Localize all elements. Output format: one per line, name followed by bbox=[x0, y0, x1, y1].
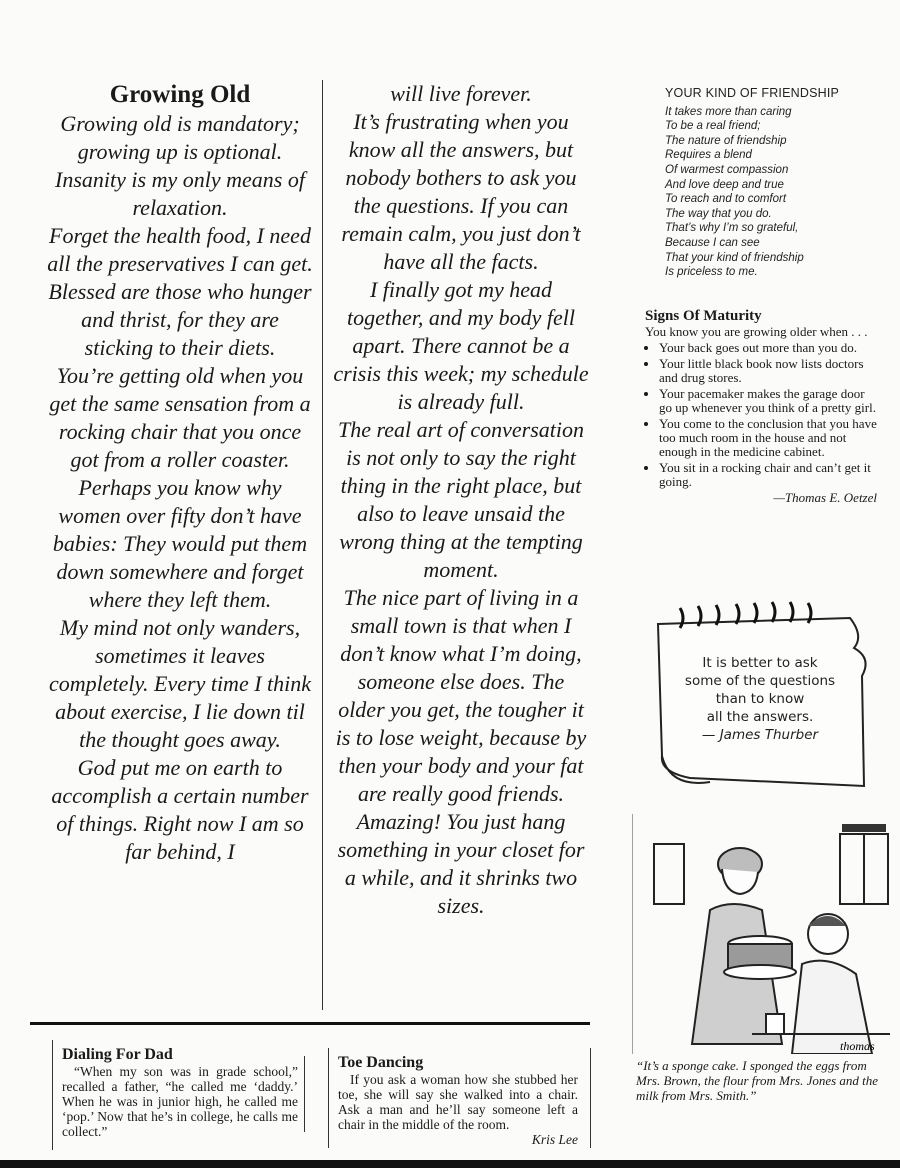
article-paragraph: You’re getting old when you get the same sensation from a rocking chair that you once got from a roller coaster. bbox=[49, 363, 311, 472]
article-paragraph: Growing old is mandatory; growing up is optional. Insanity is my only means of relaxation. bbox=[55, 111, 305, 220]
friendship-poem bbox=[665, 86, 890, 280]
article-paragraph: My mind not only wanders, sometimes it leaves completely. Every time I think about exercise, I lie down til the thought goes away. bbox=[48, 615, 312, 752]
maturity-title: Signs Of Maturity bbox=[645, 308, 762, 324]
maturity-list bbox=[645, 341, 877, 489]
toe-author: Kris Lee bbox=[531, 1132, 578, 1147]
toe-dancing bbox=[338, 1054, 578, 1147]
article-paragraph: Perhaps you know why women over fifty don’t have babies: They would put them down somewhere and forget where they left them. bbox=[52, 475, 308, 612]
article-paragraph: will live forever. bbox=[390, 81, 532, 106]
dialing-title: Dialing For Dad bbox=[62, 1046, 173, 1063]
article-paragraph: Forget the health food, I need all the preservatives I can get. Blessed are those who hunger and thrist, for they are sticking to their diets. bbox=[47, 223, 313, 360]
cartoon-signature: thomas bbox=[840, 1039, 875, 1053]
article-title: Growing Old bbox=[109, 81, 251, 108]
quote-line: It is better to ask bbox=[702, 655, 818, 671]
article-paragraph: The real art of conversation is not only to say the right thing in the right place, but also to leave unsaid the wrong thing at the tempting moment. bbox=[337, 417, 585, 582]
poem-line: That’s why I’m so grateful, bbox=[665, 222, 799, 235]
box-divider bbox=[304, 1056, 305, 1132]
toe-title: Toe Dancing bbox=[338, 1054, 424, 1071]
poem-line: The way that you do. bbox=[665, 207, 772, 220]
poem-line: It takes more than caring bbox=[665, 105, 792, 118]
article-paragraph: It’s frustrating when you know all the answers, but nobody bothers to ask you the questions. If you can remain calm, you just don’t have all the facts. bbox=[341, 109, 581, 274]
signs-of-maturity bbox=[645, 308, 877, 505]
quote-line: all the answers. bbox=[706, 709, 814, 725]
list-item: • You sit in a rocking chair and can’t get it going. bbox=[659, 461, 877, 489]
article-paragraph: I finally got my head together, and my body fell apart. There cannot be a crisis this week; my schedule is already full. bbox=[333, 277, 589, 414]
cartoon-caption: “It’s a sponge cake. I sponged the eggs from Mrs. Brown, the flour from Mrs. Jones and the milk from Mrs. Smith.” bbox=[636, 1058, 879, 1103]
poem-line: That your kind of friendship bbox=[665, 251, 804, 264]
maturity-attribution: —Thomas E. Oetzel bbox=[773, 490, 877, 505]
list-item: • Your little black book now lists doctors and drug stores. bbox=[659, 357, 877, 385]
cartoon-illustration bbox=[632, 814, 890, 1054]
page-bottom-edge bbox=[0, 1160, 900, 1168]
article-column-right bbox=[332, 80, 590, 920]
maturity-intro: You know you are growing older when . . . bbox=[645, 324, 868, 339]
list-item: • You come to the conclusion that you have too much room in the house and not enough in the medicine cabinet. bbox=[659, 417, 877, 459]
section-rule bbox=[30, 1022, 590, 1025]
quote-line: than to know bbox=[715, 691, 805, 707]
poem-title: YOUR KIND OF FRIENDSHIP bbox=[665, 86, 840, 100]
poem-line: Requires a blend bbox=[665, 149, 752, 162]
list-item: • Your pacemaker makes the garage door go up whenever you think of a pretty girl. bbox=[659, 387, 877, 415]
quote-line: some of the questions bbox=[684, 673, 836, 689]
poem-line: Is priceless to me. bbox=[665, 266, 758, 279]
poem-line: Because I can see bbox=[665, 236, 760, 249]
dialing-text: “When my son was in grade school,” recalled a father, “he called me ‘daddy.’ When he was in junior high, he called me ‘pop.’ Now that he’s in college, he calls me collect.” bbox=[62, 1064, 298, 1139]
column-divider bbox=[322, 80, 323, 1010]
article-paragraph: The nice part of living in a small town is that when I don’t know what I’m doing, someone else does. The older you get, the tougher it is to lose weight, because by then your body and your fat are really good friends. Amazing! You just hang something in your closet for a while, and it shrinks two sizes. bbox=[335, 585, 587, 918]
box-divider bbox=[52, 1040, 53, 1150]
list-item: • Your back goes out more than you do. bbox=[659, 341, 877, 355]
thurber-quote bbox=[670, 654, 850, 744]
quote-attribution: — James Thurber bbox=[701, 727, 819, 743]
box-divider bbox=[590, 1048, 591, 1148]
poem-line: To reach and to comfort bbox=[665, 193, 787, 206]
article-paragraph: God put me on earth to accomplish a certain number of things. Right now I am so far behind, I bbox=[51, 755, 309, 864]
poem-line: To be a real friend; bbox=[665, 120, 761, 133]
article-column-left bbox=[46, 80, 314, 866]
poem-line: The nature of friendship bbox=[665, 134, 787, 147]
poem-line: And love deep and true bbox=[665, 178, 784, 191]
poem-line: Of warmest compassion bbox=[665, 163, 789, 176]
toe-text: If you ask a woman how she stubbed her toe, she will say she walked into a chair. Ask a man and he’ll say someone left a chair in the middle of the room. bbox=[338, 1072, 578, 1132]
box-divider bbox=[328, 1048, 329, 1148]
dialing-for-dad bbox=[62, 1046, 298, 1139]
